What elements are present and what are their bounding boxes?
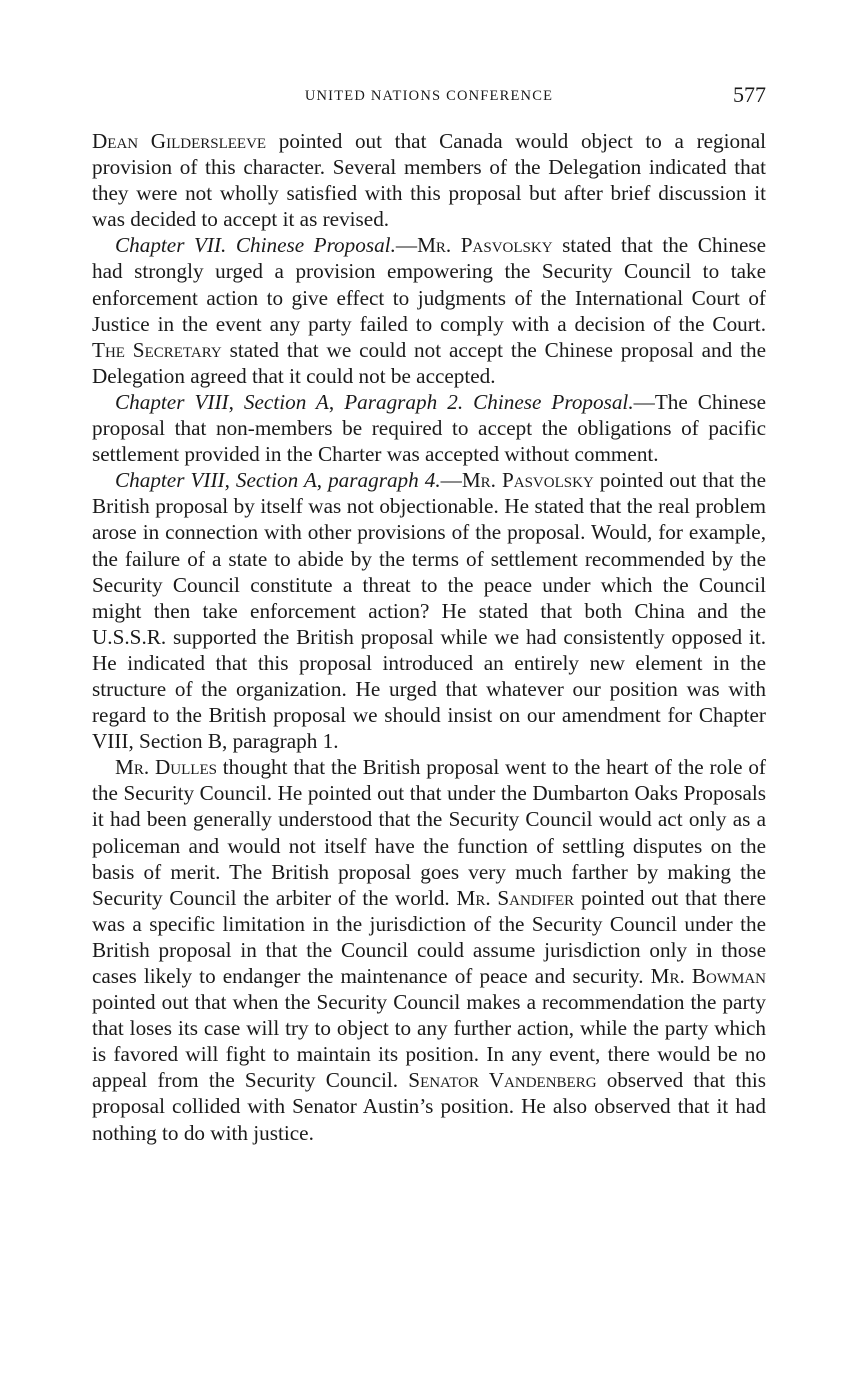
paragraph-text: stated that the Chinese had strongly urged a provision empowering the Security Council to take enforcement action to give effect to judgments of the International Court of Justice in the event any party failed to comply with a decision of the Court. xyxy=(92,233,766,336)
paragraph-text: , xyxy=(316,468,329,493)
speaker-name: The Secretary xyxy=(92,337,222,362)
paragraph-text: pointed out that when the Security Council makes a recommendation the party that loses its case will try to object to any further action, while the party which is favored will fight to maintain its position. In any event, there would be no appeal from the Security Council. xyxy=(92,990,766,1093)
paragraph-text: — xyxy=(440,468,462,493)
paragraph-text: observed that this proposal collided with Senator Austin’s position. He also observed that it had nothing to do with justice. xyxy=(92,1068,766,1145)
speaker-name: Mr. Pasvolsky xyxy=(461,468,594,493)
paragraph-text: , xyxy=(228,389,244,414)
paragraph-security-council-role xyxy=(92,754,766,1145)
paragraph-text: thought that the British proposal went to the heart of the role of the Security Council. He pointed out that under the Dumbarton Oaks Proposals it had been generally understood that the Security Council would act only as a policeman and would not itself have the function of settling disputes on the basis of merit. The British proposal goes very much farther by making the Security Council the arbiter of the world. xyxy=(92,755,766,910)
page-header xyxy=(92,84,766,114)
section-heading: Paragraph 2. Chinese Proposal. xyxy=(344,389,634,414)
paragraph-regional-provision xyxy=(92,128,766,232)
paragraph-text: —The Chinese proposal that non-members be required to accept the obligations of pacific settlement provided in the Charter was accepted without comment. xyxy=(92,389,767,467)
section-heading: Chapter VII. Chinese Proposal. xyxy=(115,233,396,258)
speaker-name: Mr. Sandifer xyxy=(456,885,575,910)
section-heading: Chapter VIII xyxy=(115,389,229,414)
page-number: 577 xyxy=(733,82,766,107)
section-heading: paragraph 4. xyxy=(328,468,441,493)
document-page xyxy=(92,84,766,1146)
body-text xyxy=(92,128,766,1146)
paragraph-chapter-vii xyxy=(92,232,766,389)
paragraph-text: stated that we could not accept the Chinese proposal and the Delegation agreed that it could not be accepted. xyxy=(92,337,766,388)
speaker-name: Dean Gildersleeve xyxy=(92,129,267,153)
paragraph-text: , xyxy=(328,389,345,414)
paragraph-text: , xyxy=(224,468,236,493)
paragraph-text: pointed out that there was a specific limitation in the jurisdiction of the Security Council under the British proposal in that the Council could assume jurisdiction only in those cases likely to endanger the maintenance of peace and security. xyxy=(92,885,766,988)
paragraph-text: pointed out that the British proposal by itself was not objectionable. He stated that the real problem arose in connection with other provisions of the proposal. Would, for example, the failure of a state to abide by the terms of settlement recommended by the Security Council constitute a threat to the peace under which the Council might then take enforcement action? He stated that both China and the U.S.S.R. supported the British proposal while we had consistently opposed it. He indicated that this proposal introduced an entirely new element in the structure of the organization. He urged that whatever our position was with regard to the British proposal we should insist on our amendment for Chapter VIII, Section B, paragraph 1. xyxy=(92,468,767,754)
running-head: UNITED NATIONS CONFERENCE xyxy=(304,88,554,104)
paragraph-chapter-viii-para-2 xyxy=(92,389,766,467)
paragraph-text: — xyxy=(395,233,418,258)
speaker-name: Mr. Pasvolsky xyxy=(417,233,553,258)
speaker-name: Senator Vandenberg xyxy=(408,1068,597,1093)
paragraph-chapter-viii-para-4 xyxy=(92,467,766,754)
section-heading: Chapter VIII xyxy=(115,468,225,493)
speaker-name: Mr. Bowman xyxy=(650,964,766,988)
speaker-name: Mr. Dulles xyxy=(115,755,217,780)
section-heading: Section A xyxy=(235,468,317,493)
section-heading: Section A xyxy=(243,389,329,414)
paragraph-text: pointed out that Canada would object to a regional provision of this character. Several members of the Delegation indicated that they were not wholly satisfied with this proposal but after brief discussion it was decided to accept it as revised. xyxy=(92,129,766,232)
